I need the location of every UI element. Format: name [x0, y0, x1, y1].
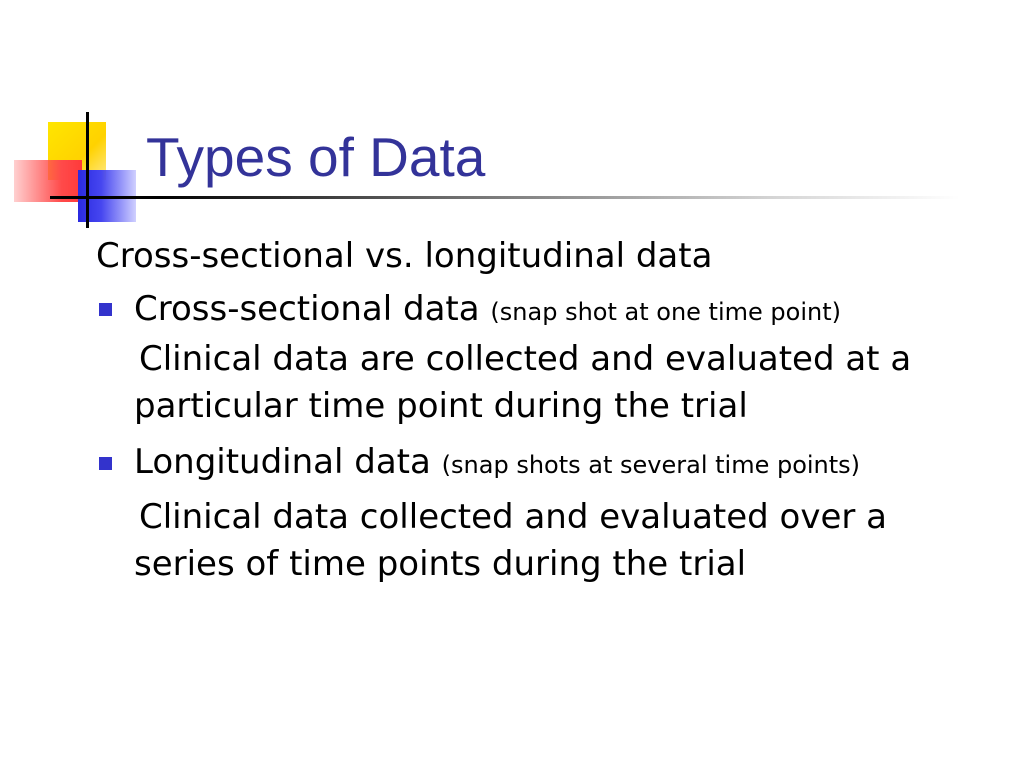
logo-vertical-line: [86, 112, 89, 228]
item-note: (snap shot at one time point): [490, 298, 841, 326]
item-detail: Clinical data are collected and evaluated at a particular time point during the trial: [134, 339, 912, 426]
item-heading-line: [96, 440, 996, 484]
intro-line: Cross-sectional vs. longitudinal data: [96, 236, 713, 276]
list-item-longitudinal: [96, 440, 996, 588]
item-heading-line: [96, 286, 996, 332]
item-note: (snap shots at several time points): [441, 451, 861, 479]
title-underline: [50, 196, 960, 199]
item-heading: Longitudinal data: [134, 442, 431, 482]
item-detail: Clinical data collected and evaluated over a series of time points during the trial: [134, 497, 888, 584]
item-heading: Cross-sectional data: [134, 289, 480, 329]
slide-title: Types of Data: [146, 126, 486, 188]
square-bullet-icon: [99, 457, 112, 470]
list-item-cross-sectional: [96, 286, 996, 430]
square-bullet-icon: [99, 303, 112, 316]
slide-content: [96, 232, 996, 588]
